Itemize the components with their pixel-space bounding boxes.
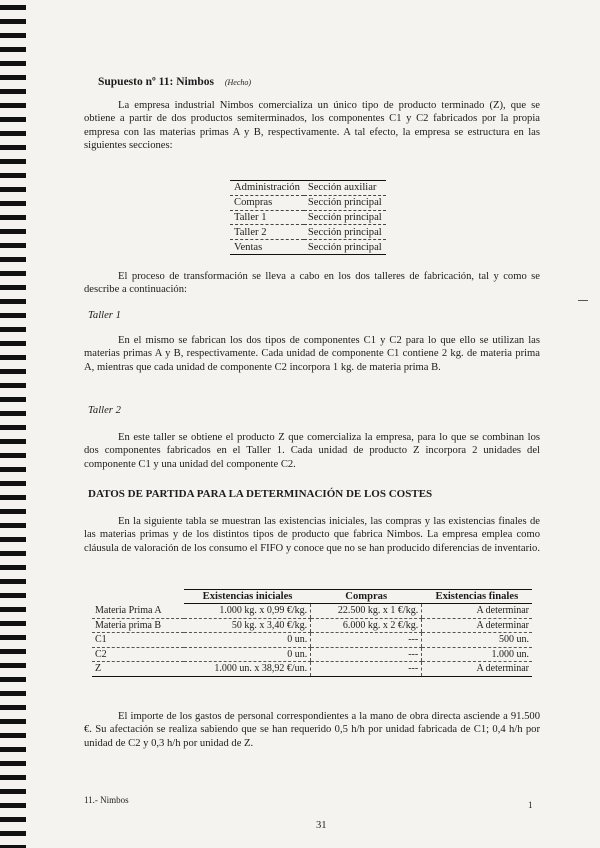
table-row: Materia prima B 50 kg. x 3,40 €/kg. 6.000 kg. x 2 €/kg. A determinar — [92, 618, 532, 633]
spiral-binding — [0, 0, 26, 848]
table-row: Taller 2 Sección principal — [230, 225, 386, 240]
table-row: Materia Prima A 1.000 kg. x 0,99 €/kg. 22.500 kg. x 1 €/kg. A determinar — [92, 604, 532, 619]
data-section-paragraph: En la siguiente tabla se muestran las existencias iniciales, las compras y las existencias finales de las materias primas y de los distintos tipos de producto que fabrica Nimbos. La empresa emplea como cláusula de valoración de los consumo el FIFO y conoce que no se han producido diferencias de inventario. — [84, 516, 540, 554]
footer-page-index: 1 — [528, 800, 533, 810]
table-row: Taller 1 Sección principal — [230, 210, 386, 225]
table-row: C1 0 un. --- 500 un. — [92, 633, 532, 648]
col-header-compras: Compras — [311, 590, 422, 604]
taller2-title: Taller 2 — [88, 405, 121, 416]
table-row: Z 1.000 un. x 38,92 €/un. --- A determinar — [92, 662, 532, 677]
footer-title: 11.- Nimbos — [84, 795, 129, 805]
exercise-heading — [98, 76, 251, 88]
sections-table — [230, 180, 386, 255]
handwritten-note: (Hecho) — [224, 78, 252, 87]
table-row: Administración Sección auxiliar — [230, 181, 386, 196]
inventory-table — [92, 589, 532, 677]
exercise-title: Supuesto nº 11: Nimbos — [98, 76, 214, 88]
taller2-paragraph: En este taller se obtiene el producto Z que comercializa la empresa, para lo que se combinan los dos componentes fabricados en el Taller 1. Cada unidad de producto Z incorpora 2 unidades del componente C1 y una unidad del componente C2. — [84, 432, 540, 470]
taller1-paragraph: En el mismo se fabrican los dos tipos de componentes C1 y C2 para lo que ello se utilizan las materias primas A y B, respectivamente. Cada unidad de componente C1 contiene 2 kg. de materia prima A, mientras que cada unidad de componente C2 incorpora 1 kg. de materia prima B. — [84, 335, 540, 373]
table-header-row — [92, 590, 532, 604]
table-row: C2 0 un. --- 1.000 un. — [92, 647, 532, 662]
personnel-paragraph: El importe de los gastos de personal correspondientes a la mano de obra directa asciende a 91.500 €. Su afectación se realiza sabiendo que se han requerido 0,5 h/h por unidad fabricada de C1; 0,4 h/h por unidad de C2 y 0,3 h/h por unidad de Z. — [84, 711, 540, 749]
data-section-title: DATOS DE PARTIDA PARA LA DETERMINACIÓN DE LOS COSTES — [88, 488, 433, 500]
process-paragraph: El proceso de transformación se lleva a cabo en los dos talleres de fabricación, tal y como se describe a continuación: — [84, 271, 540, 296]
table-row: Ventas Sección principal — [230, 240, 386, 255]
margin-mark — [578, 300, 588, 301]
col-header-inicial: Existencias iniciales — [184, 590, 310, 604]
page-number: 31 — [316, 820, 327, 831]
col-header-final: Existencias finales — [422, 590, 532, 604]
intro-paragraph: La empresa industrial Nimbos comercializa un único tipo de producto terminado (Z), que se obtiene a partir de dos productos semiterminados, los componentes C1 y C2 fabricados por la propia empresa con las materias primas A y B, respectivamente. A tal efecto, la empresa se estructura en las siguientes secciones: — [84, 100, 540, 151]
table-row: Compras Sección principal — [230, 195, 386, 210]
taller1-title: Taller 1 — [88, 310, 121, 321]
